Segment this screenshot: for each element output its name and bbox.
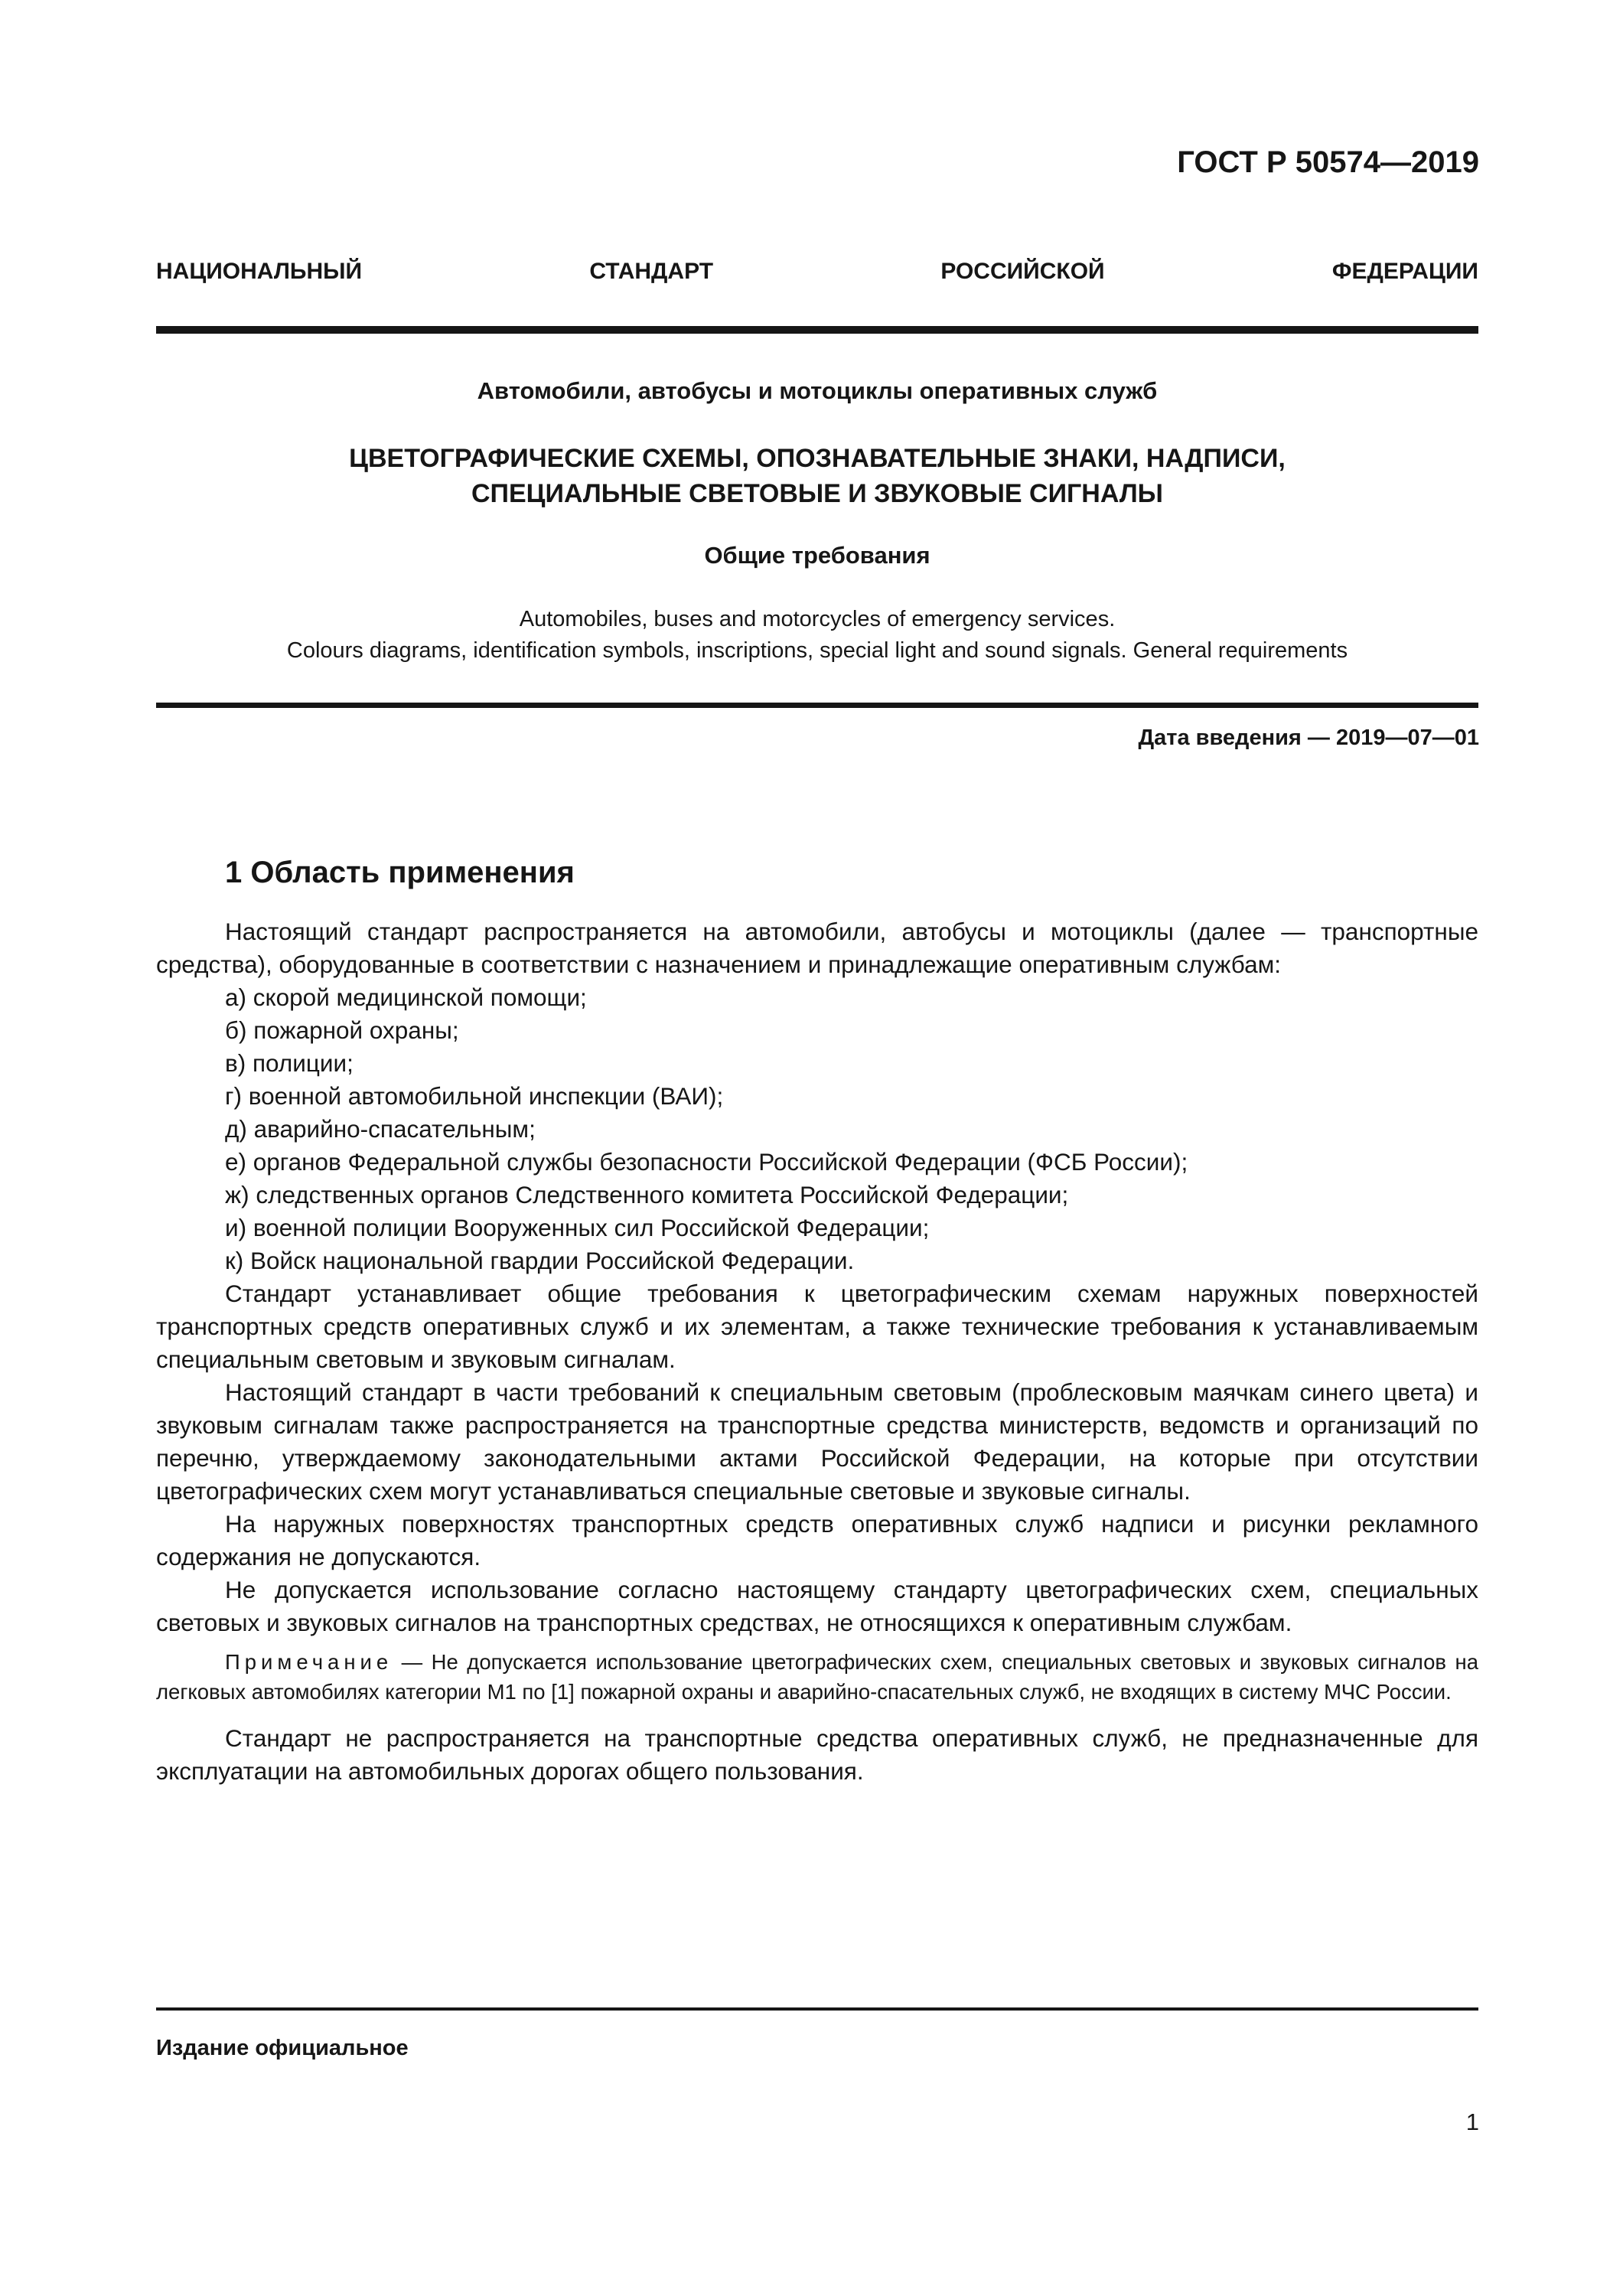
top-divider — [156, 326, 1478, 334]
document-number: ГОСТ Р 50574—2019 — [1177, 145, 1479, 179]
list-item: е) органов Федеральной службы безопасности Российской Федерации (ФСБ России); — [225, 1148, 1188, 1176]
paragraph: На наружных поверхностях транспортных средств оперативных служб надписи и рисунки рекламного содержания не допускаются. — [156, 1510, 1478, 1570]
title-divider — [156, 703, 1478, 708]
banner-word: РОССИЙСКОЙ — [940, 259, 1105, 284]
edition-label: Издание официальное — [156, 2036, 409, 2060]
footer-divider — [156, 2007, 1478, 2011]
list-item: а) скорой медицинской помощи; — [225, 983, 587, 1011]
paragraph: Не допускается использование согласно настоящему стандарту цветографических схем, специальных световых и звуковых сигналов на транспортных средствах, не относящихся к оперативным службам. — [156, 1576, 1478, 1636]
list-item: ж) следственных органов Следственного комитета Российской Федерации; — [225, 1181, 1069, 1208]
note — [156, 1647, 1478, 1707]
english-title — [156, 604, 1478, 667]
section-body — [156, 915, 1478, 1788]
subtitle: Общие требования — [704, 542, 930, 569]
list-item: г) военной автомобильной инспекции (ВАИ); — [225, 1082, 724, 1110]
main-title — [156, 441, 1478, 511]
banner-word: ФЕДЕРАЦИИ — [1331, 259, 1478, 284]
list-item: в) полиции; — [225, 1049, 354, 1077]
section-heading: 1 Область применения — [225, 856, 575, 889]
list-item: б) пожарной охраны; — [225, 1016, 459, 1044]
paragraph: Настоящий стандарт распространяется на автомобили, автобусы и мотоциклы (далее — транспортные средства), оборудованные в соответствии с назначением и принадлежащие оперативным службам: — [156, 918, 1478, 978]
english-title-line: Automobiles, buses and motorcycles of emergency services. — [519, 607, 1116, 631]
main-title-line: СПЕЦИАЛЬНЫЕ СВЕТОВЫЕ И ЗВУКОВЫЕ СИГНАЛЫ — [471, 479, 1163, 508]
title-category: Автомобили, автобусы и мотоциклы оперативных служб — [477, 377, 1158, 404]
list-item: и) военной полиции Вооруженных сил Российской Федерации; — [225, 1214, 930, 1241]
page-number: 1 — [1465, 2108, 1479, 2135]
english-title-line: Colours diagrams, identification symbols, inscriptions, special light and sound signals. General requirements — [286, 638, 1348, 663]
paragraph: Стандарт устанавливает общие требования к цветографическим схемам наружных поверхностей транспортных средств оперативных служб и их элементам, а также технические требования к устанавливаемым специальным световым и звуковым сигналам. — [156, 1280, 1478, 1373]
note-label: Примечание — [225, 1650, 393, 1674]
banner-word: НАЦИОНАЛЬНЫЙ — [156, 259, 363, 284]
introduction-date: Дата введения — 2019—07—01 — [1138, 726, 1479, 750]
paragraph: Настоящий стандарт в части требований к специальным световым (проблесковым маячкам синего цвета) и звуковым сигналам также распространяется на транспортные средства министерств, ведомств и организаций по перечню, утверждаемому законодательными актами Российской Федерации, на которые при отсутствии цветографических схем могут устанавливаться специальные световые и звуковые сигналы. — [156, 1378, 1478, 1505]
list-item: к) Войск национальной гвардии Российской Федерации. — [225, 1247, 855, 1274]
main-title-line: ЦВЕТОГРАФИЧЕСКИЕ СХЕМЫ, ОПОЗНАВАТЕЛЬНЫЕ ЗНАКИ, НАДПИСИ, — [349, 444, 1286, 473]
paragraph: Стандарт не распространяется на транспортные средства оперативных служб, не предназначенные для эксплуатации на автомобильных дорогах общего пользования. — [156, 1724, 1478, 1785]
banner-word: СТАНДАРТ — [589, 259, 714, 284]
list-item: д) аварийно-спасательным; — [225, 1115, 536, 1143]
note-text: — Не допускается использование цветографических схем, специальных световых и звуковых сигналов на легковых автомобилях категории М1 по [1] пожарной охраны и аварийно-спасательных служб, не входящих в систему МЧС России. — [156, 1650, 1478, 1704]
national-standard-banner — [156, 259, 1478, 285]
